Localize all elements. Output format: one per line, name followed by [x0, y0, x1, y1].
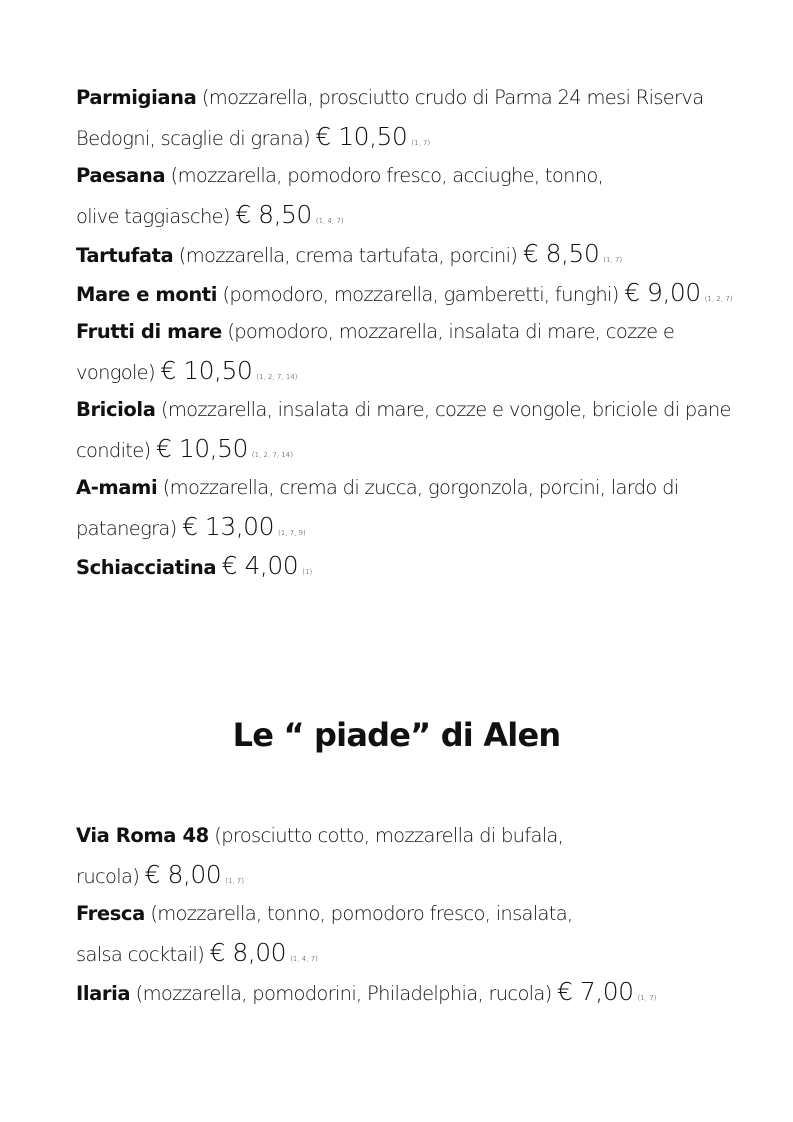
item-price: € 8,00 [144, 860, 222, 889]
item-description: (mozzarella, crema tartufata, porcini) [178, 244, 518, 267]
menu-item-line [76, 78, 736, 117]
item-description: (mozzarella, pomodoro fresco, acciughe, tonno, [170, 164, 604, 187]
menu-item-line [76, 195, 736, 234]
item-allergens: (1, 2, 7, 14) [256, 373, 298, 381]
item-description: (prosciutto cotto, mozzarella di bufala, [214, 824, 564, 847]
piade-list [76, 816, 736, 1011]
item-name: Parmigiana [76, 86, 197, 109]
menu-item-line [76, 390, 736, 429]
menu-item-line [76, 894, 736, 933]
menu-item-line [76, 855, 736, 894]
section-heading: Le “ piade” di Alen [232, 716, 561, 754]
item-description: (pomodoro, mozzarella, gamberetti, funghi) [222, 283, 619, 306]
item-price: € 7,00 [557, 977, 634, 1006]
item-name: Ilaria [76, 982, 131, 1005]
item-description: salsa cocktail) [76, 943, 205, 966]
item-description: rucola) [76, 865, 140, 888]
item-allergens: (1) [302, 568, 313, 576]
item-allergens: (1, 7) [603, 256, 623, 264]
item-description: olive taggiasche) [76, 205, 230, 228]
item-price: € 8,50 [522, 239, 600, 268]
item-description: vongole) [76, 361, 155, 384]
item-price: € 9,00 [624, 278, 701, 307]
item-description: (mozzarella, pomodorini, Philadelphia, rucola) [135, 982, 552, 1005]
item-price: € 10,50 [315, 122, 408, 151]
item-description: patanegra) [76, 517, 177, 540]
menu-item-line [76, 429, 736, 468]
menu-item-line [76, 816, 736, 855]
item-name: Frutti di mare [76, 320, 222, 343]
item-name: Mare e monti [76, 283, 218, 306]
item-description: condite) [76, 439, 151, 462]
item-allergens: (1, 4, 7) [315, 217, 344, 225]
item-name: Paesana [76, 164, 166, 187]
menu-item-line [76, 156, 736, 195]
menu-item-line [76, 546, 736, 585]
item-price: € 10,50 [155, 434, 248, 463]
item-allergens: (1, 7) [225, 877, 244, 885]
menu-item-line [76, 273, 736, 312]
item-allergens: (1, 7, 9) [278, 529, 306, 537]
item-price: € 13,00 [182, 512, 274, 541]
item-name: Fresca [76, 902, 145, 925]
item-description: (mozzarella, tonno, pomodoro fresco, insalata, [150, 902, 573, 925]
item-allergens: (1, 7) [637, 994, 657, 1002]
item-allergens: (1, 4, 7) [290, 955, 318, 963]
menu-item-line [76, 117, 736, 156]
menu-item-line [76, 468, 736, 507]
item-name: Schiacciatina [76, 556, 217, 579]
item-name: Briciola [76, 398, 156, 421]
menu-item-line [76, 312, 736, 351]
item-description: (mozzarella, prosciutto crudo di Parma 24 mesi Riserva [201, 86, 704, 109]
item-name: Tartufata [76, 244, 174, 267]
menu-item-line [76, 507, 736, 546]
menu-item-line [76, 972, 736, 1011]
menu-item-line [76, 351, 736, 390]
menu-item-line [76, 933, 736, 972]
item-description: (pomodoro, mozzarella, insalata di mare, cozze e [227, 320, 675, 343]
item-price: € 8,50 [235, 200, 312, 229]
item-price: € 10,50 [160, 356, 253, 385]
pizza-list [76, 78, 736, 585]
item-price: € 4,00 [221, 551, 299, 580]
item-name: A-mami [76, 476, 158, 499]
item-allergens: (1, 2, 7, 14) [251, 451, 293, 459]
item-price: € 8,00 [209, 938, 287, 967]
item-description: (mozzarella, insalata di mare, cozze e vongole, briciole di pane [160, 398, 731, 421]
item-allergens: (1, 7) [411, 139, 431, 147]
menu-item-line [76, 234, 736, 273]
item-name: Via Roma 48 [76, 824, 209, 847]
item-allergens: (1, 2, 7) [704, 295, 733, 303]
item-description: (mozzarella, crema di zucca, gorgonzola, porcini, lardo di [162, 476, 679, 499]
item-description: Bedogni, scaglie di grana) [76, 127, 310, 150]
